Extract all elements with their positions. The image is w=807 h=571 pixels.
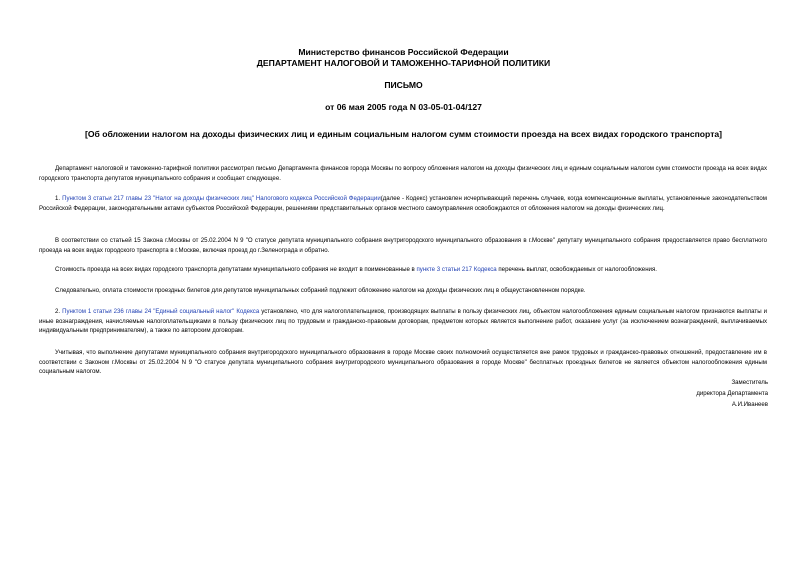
paragraph-item-2 bbox=[39, 307, 767, 336]
paragraph-text: (далее - Кодекс) установлен исчерпывающий перечень случаев, когда компенсационные выплаты, установленные законодательством Российской Федерации, законодательными актами субъектов Российской Федерации, решениями представительных органов местного самоуправления освобождаются от обложения налогом на доходы физических лиц. bbox=[39, 195, 767, 212]
ministry-title: Министерство финансов Российской Федерации bbox=[298, 47, 509, 57]
document-date-number: от 06 мая 2005 года N 03-05-01-04/127 bbox=[325, 102, 482, 112]
document-type: ПИСЬМО bbox=[384, 80, 423, 90]
link-article-236[interactable]: Пунктом 1 статьи 236 главы 24 "Единый социальный налог" Кодекса bbox=[62, 308, 260, 315]
signature-position: Заместитель bbox=[731, 379, 768, 386]
paragraph-law-15: В соответствии со статьей 15 Закона г.Москвы от 25.02.2004 N 9 "О статусе депутата муниципального собрания внутригородского муниципального образования в г.Москве" депутату муниципального собрания предоставляется право бесплатного проезда на всех видах городского транспорта в г.Москве, включая проезд до г.Зеленограда и обратно. bbox=[39, 237, 767, 254]
paragraph-item-1 bbox=[39, 194, 767, 213]
link-article-217-code[interactable]: пункте 3 статьи 217 Кодекса bbox=[416, 266, 497, 273]
document-subject: [Об обложении налогом на доходы физических лиц и единым социальным налогом сумм стоимости проезда на всех видах городского транспорта] bbox=[84, 129, 723, 139]
department-title: ДЕПАРТАМЕНТ НАЛОГОВОЙ И ТАМОЖЕННО-ТАРИФНОЙ ПОЛИТИКИ bbox=[256, 58, 551, 68]
paragraph-text: установлено, что для налогоплательщиков, производящих выплаты в пользу физических лиц, объектом налогообложения единым социальным налогом признаются выплаты и иные вознаграждения, начисляемые налогоплательщиками в пользу физических лиц по трудовым и гражданско-правовым договорам, предметом которых является выполнение работ, оказание услуг (за исключением вознаграждений, выплачиваемых индивидуальным предпринимателям), а также по авторским договорам. bbox=[39, 308, 767, 334]
signature-name: А.И.Иванеев bbox=[731, 401, 768, 408]
link-article-217[interactable]: Пунктом 3 статьи 217 главы 23 "Налог на доходы физических лиц" Налогового кодекса Российской Федерации bbox=[62, 195, 381, 202]
paragraph-intro: Департамент налоговой и таможенно-тарифной политики рассмотрел письмо Департамента финансов города Москвы по вопросу обложения налогом на доходы физических лиц и единым социальным налогом сумм стоимости проезда на всех видах городского транспорта депутатов муниципального собрания и сообщает следующее. bbox=[39, 165, 767, 182]
paragraph-cost bbox=[39, 265, 767, 275]
paragraph-conclusion: Следовательно, оплата стоимости проездных билетов для депутатов муниципальных собраний подлежит обложению налогом на доходы физических лиц в общеустановленном порядке. bbox=[55, 287, 586, 294]
signature-position-dept: директора Департамента bbox=[696, 390, 768, 397]
paragraph-final: Учитывая, что выполнение депутатами муниципального собрания внутригородского муниципального образования в городе Москве своих полномочий осуществляется вне рамок трудовых и гражданско-правовых отношений, предоставление им в соответствии с Законом г.Москвы от 25.02.2004 N 9 "О статусе депутата муниципального собрания внутригородского муниципального образования в городе Москве" бесплатных проездных билетов не является объектом налогообложения единым социальным налогом. bbox=[39, 349, 767, 375]
paragraph-prefix: 1. bbox=[55, 195, 63, 202]
paragraph-prefix: 2. bbox=[55, 308, 63, 315]
paragraph-text: Стоимость проезда на всех видах городского транспорта депутатами муниципального собрания не входит в поименованные в bbox=[55, 266, 417, 273]
paragraph-text: перечень выплат, освобождаемых от налогообложения. bbox=[496, 266, 657, 273]
